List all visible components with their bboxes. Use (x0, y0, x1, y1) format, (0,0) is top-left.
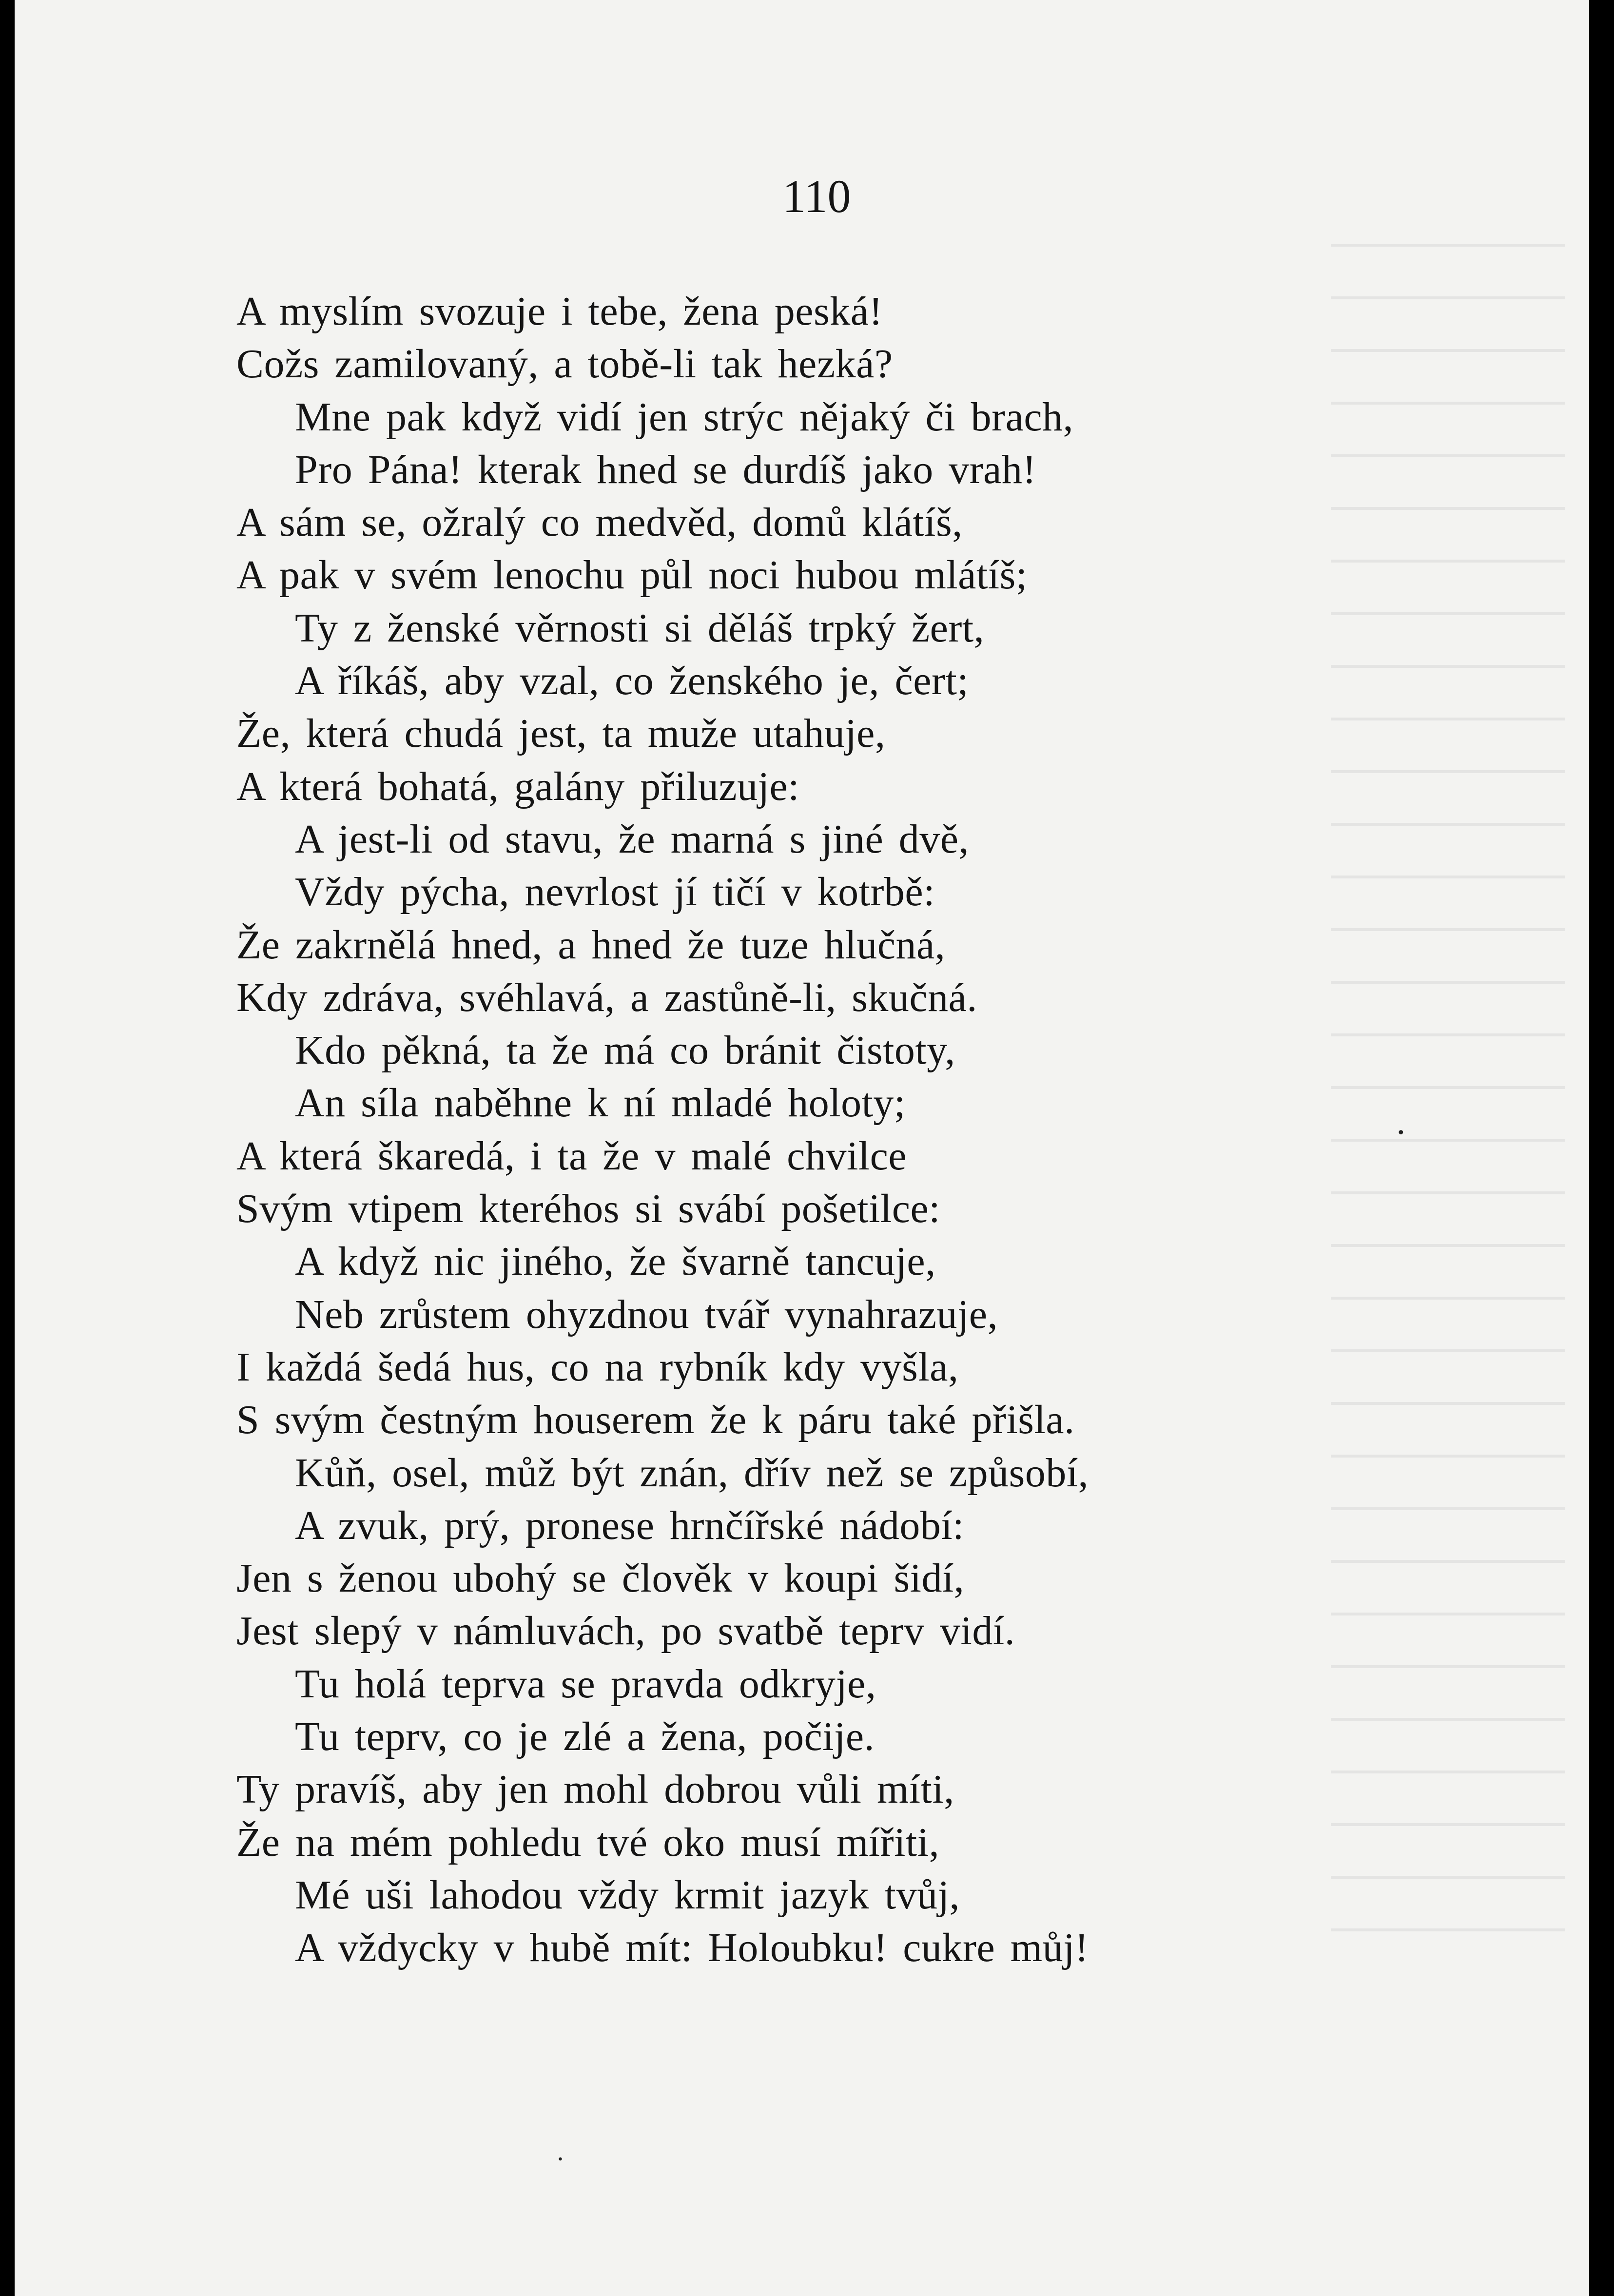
poem-line: Vždy pýcha, nevrlost jí tičí v kotrbě: (295, 869, 935, 915)
poem-text (236, 285, 1089, 1975)
poem-line: A která škaredá, i ta že v malé chvilce (236, 1133, 907, 1179)
poem-line: A pak v svém lenochu půl noci hubou mlátíš; (236, 552, 1028, 598)
show-through-from-reverse (1331, 244, 1565, 1950)
poem-line: A která bohatá, galány přiluzuje: (236, 763, 800, 809)
poem-line: Mne pak když vidí jen strýc nějaký či brach, (295, 394, 1074, 440)
poem-line: Mé uši lahodou vždy krmit jazyk tvůj, (295, 1872, 960, 1918)
page-number: 110 (782, 170, 851, 222)
poem-line: Tu teprv, co je zlé a žena, počije. (295, 1714, 875, 1760)
poem-line: Tu holá teprva se pravda odkryje, (295, 1661, 876, 1707)
poem-line: Že, která chudá jest, ta muže utahuje, (236, 711, 886, 757)
poem-line: Ty z ženské věrnosti si děláš trpký žert, (295, 605, 985, 651)
stray-dot-mark: • (557, 2154, 564, 2166)
poem-line: A vždycky v hubě mít: Holoubku! cukre můj! (295, 1925, 1089, 1971)
poem-line: Že zakrnělá hned, a hned že tuze hlučná, (236, 922, 946, 968)
book-page (15, 0, 1589, 2296)
poem-line: A říkáš, aby vzal, co ženského je, čert; (295, 658, 969, 704)
poem-line: A když nic jiného, že švarně tancuje, (295, 1239, 936, 1284)
poem-line: Svým vtipem kteréhos si svábí pošetilce: (236, 1186, 941, 1232)
poem-line: S svým čestným houserem že k páru také přišla. (236, 1397, 1075, 1443)
poem-line: Že na mém pohledu tvé oko musí mířiti, (236, 1819, 940, 1865)
poem-line: Ty pravíš, aby jen mohl dobrou vůli míti, (236, 1767, 954, 1812)
poem-line: A jest-li od stavu, že marná s jiné dvě, (295, 816, 970, 862)
poem-line: Jen s ženou ubohý se člověk v koupi šidí, (236, 1556, 965, 1601)
poem-line: Cožs zamilovaný, a tobě-li tak hezká? (236, 341, 893, 387)
poem-line: A sám se, ožralý co medvěd, domů klátíš, (236, 500, 963, 545)
poem-line: Neb zrůstem ohyzdnou tvář vynahrazuje, (295, 1291, 998, 1337)
poem-line: I každá šedá hus, co na rybník kdy vyšla, (236, 1344, 959, 1390)
stray-dot-mark: • (1397, 1125, 1405, 1142)
poem-line: Kdy zdráva, svéhlavá, a zastůně-li, skučná. (236, 974, 977, 1020)
poem-line: A myslím svozuje i tebe, žena peská! (236, 289, 883, 334)
poem-line: Pro Pána! kterak hned se durdíš jako vrah! (295, 447, 1036, 492)
poem-line: Jest slepý v námluvách, po svatbě teprv vidí. (236, 1608, 1015, 1654)
poem-line: Kdo pěkná, ta že má co bránit čistoty, (295, 1028, 955, 1073)
poem-line: An síla naběhne k ní mladé holoty; (295, 1080, 906, 1126)
poem-line: A zvuk, prý, pronese hrnčířské nádobí: (295, 1502, 965, 1548)
poem-line: Kůň, osel, můž být znán, dřív než se způsobí, (295, 1450, 1089, 1496)
